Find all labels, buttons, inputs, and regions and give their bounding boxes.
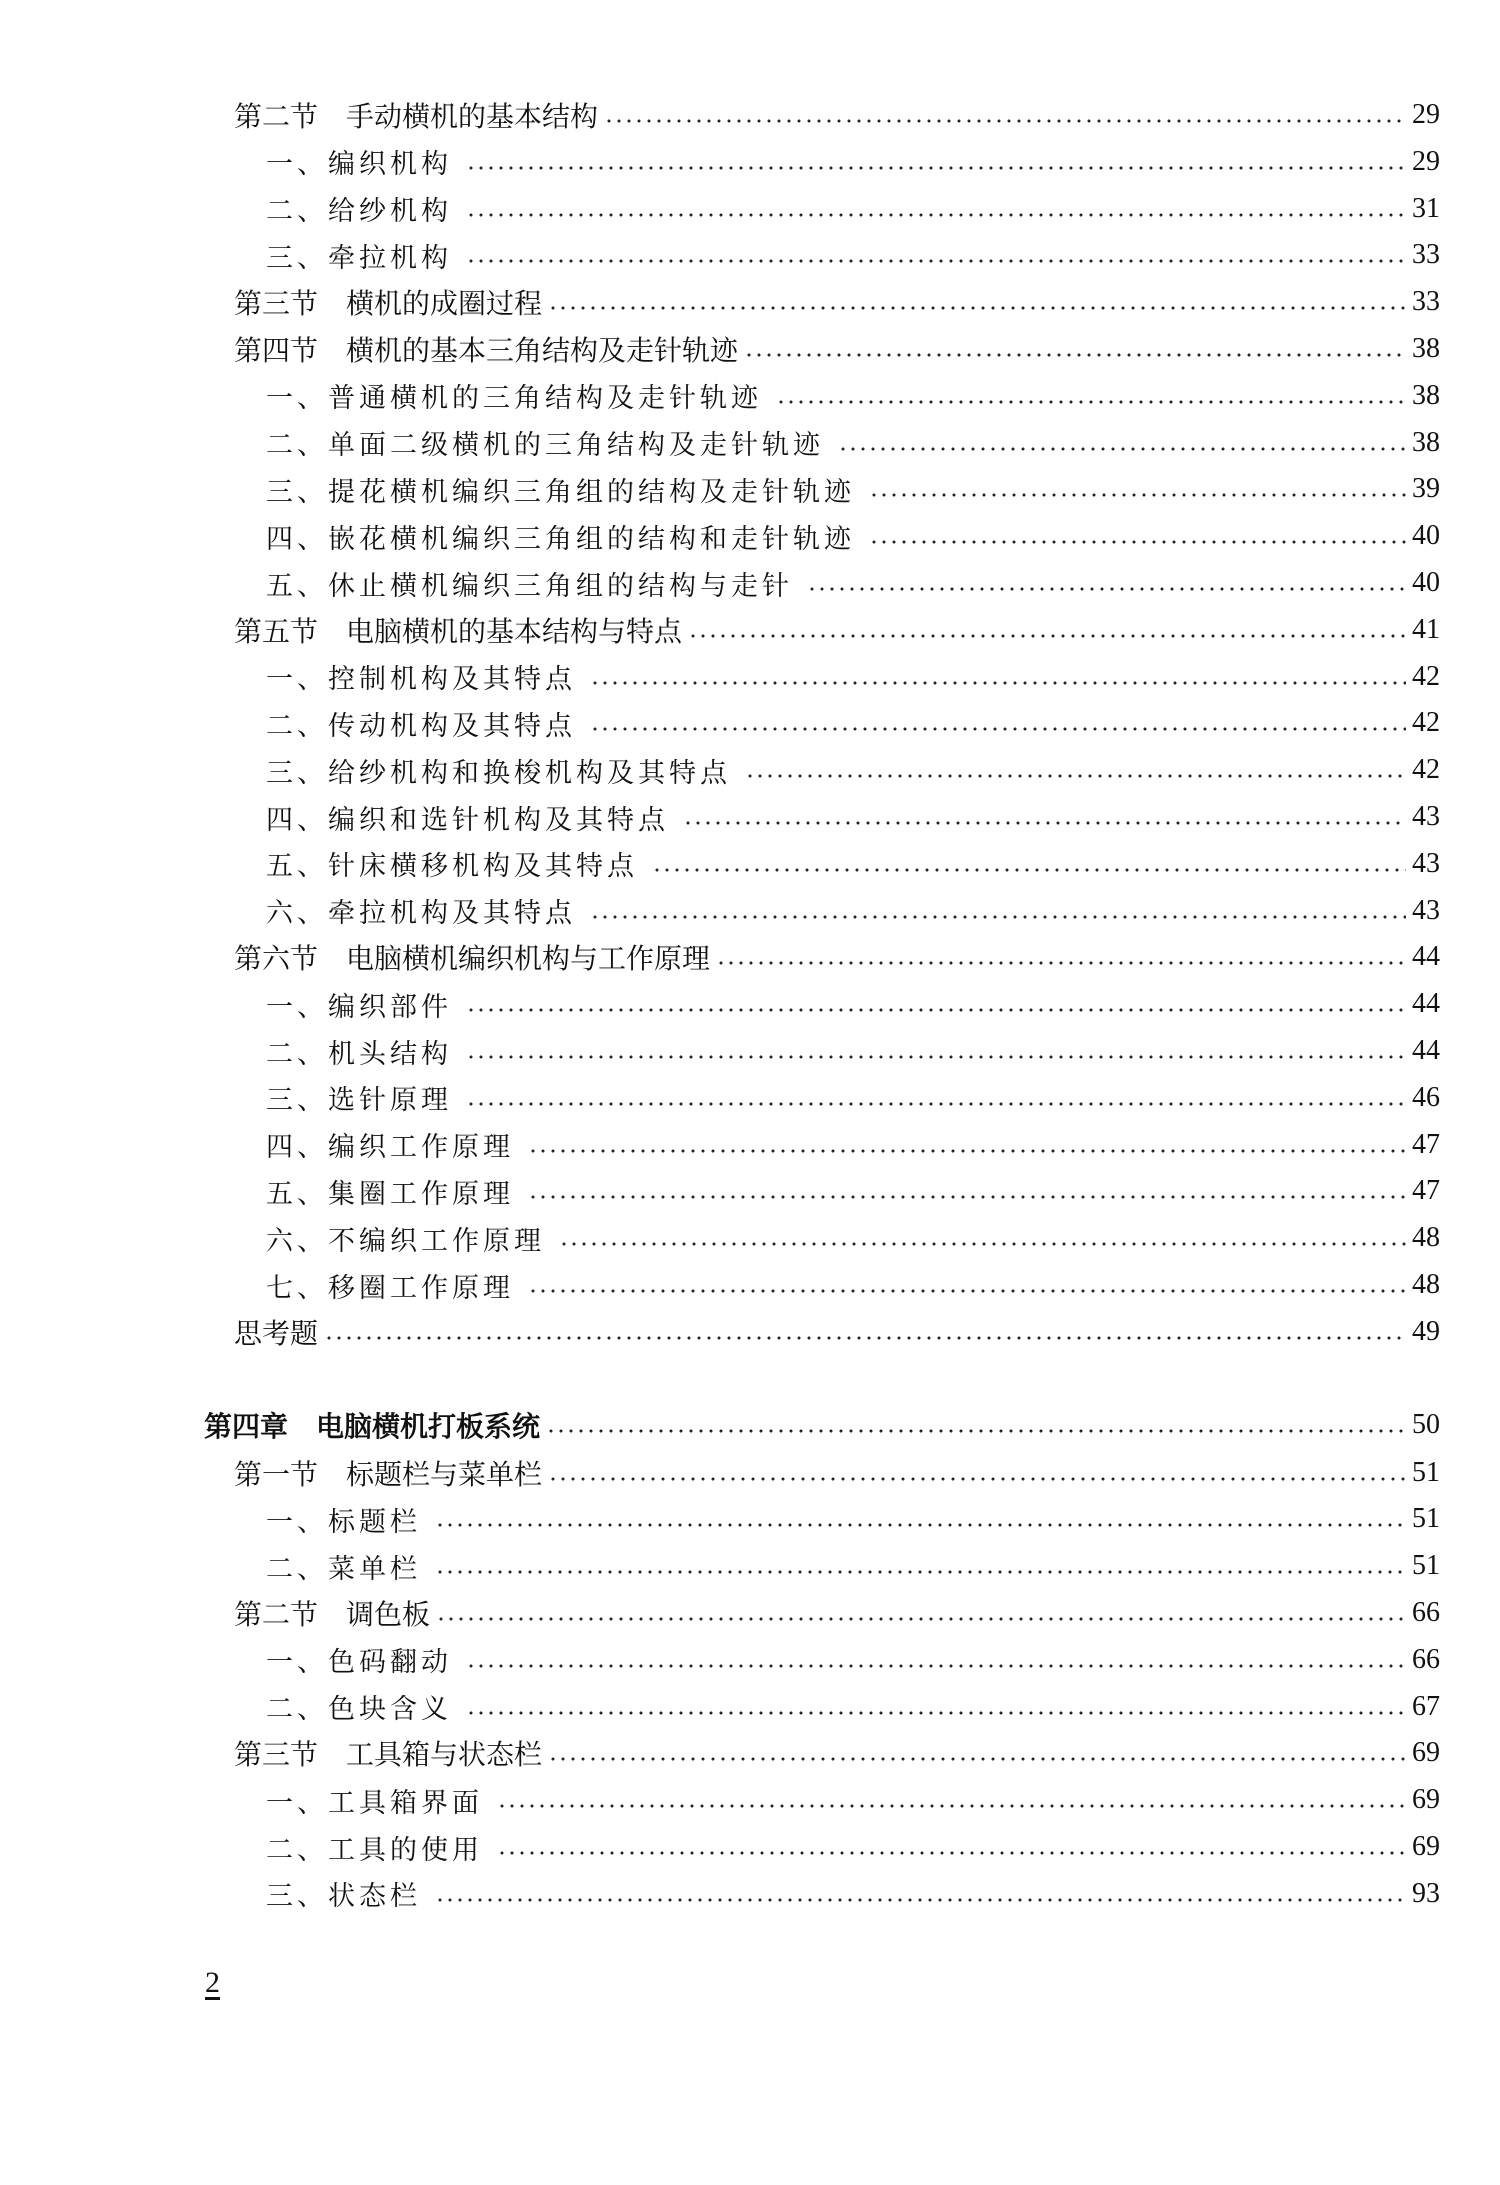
- toc-entry-title: 四、编织工作原理: [266, 1132, 514, 1164]
- dot-leader: [652, 867, 1406, 873]
- dot-leader: [838, 446, 1406, 452]
- toc-page-number: 51: [1412, 1550, 1440, 1582]
- toc-page-number: 33: [1412, 286, 1440, 318]
- toc-section: [234, 1453, 1440, 1493]
- toc-entry-title: 手动横机的基本结构: [346, 100, 599, 133]
- toc-entry-number: 第六节: [234, 942, 319, 976]
- toc-page-number: 44: [1412, 1035, 1440, 1066]
- toc-page-number: 29: [1412, 99, 1440, 130]
- toc-entry-number: 第三节: [234, 287, 319, 321]
- toc-page-number: 48: [1412, 1222, 1440, 1254]
- toc-entry-number: 第五节: [234, 614, 319, 648]
- dot-leader: [776, 399, 1406, 405]
- toc-page-number: 42: [1412, 754, 1440, 786]
- toc-page-number: 38: [1412, 333, 1440, 364]
- dot-leader: [466, 1101, 1406, 1107]
- toc-page-number: 44: [1412, 988, 1440, 1020]
- dot-leader: [559, 1241, 1406, 1247]
- toc-subsection: [266, 1499, 1440, 1539]
- toc-section: [234, 937, 1440, 977]
- dot-leader: [546, 1428, 1406, 1434]
- toc-entry-title: 电脑横机打板系统: [316, 1409, 541, 1443]
- dot-leader: [528, 1148, 1406, 1154]
- toc-subsection: [266, 1265, 1440, 1305]
- dot-leader: [807, 586, 1406, 592]
- toc-page-number: 44: [1412, 941, 1440, 973]
- toc-page-number: 67: [1412, 1690, 1440, 1722]
- toc-section: [234, 610, 1440, 650]
- dot-leader: [590, 726, 1406, 732]
- toc-page-number: 93: [1412, 1877, 1440, 1909]
- toc-entry-title: 三、给纱机构和换梭机构及其特点: [266, 757, 731, 789]
- dot-leader: [435, 1522, 1406, 1528]
- toc-section: [234, 1733, 1440, 1773]
- toc-page-number: 43: [1412, 847, 1440, 879]
- toc-chapter: [204, 1405, 1440, 1445]
- dot-leader: [604, 118, 1406, 124]
- toc-page-number: 33: [1412, 239, 1440, 271]
- dot-leader: [869, 492, 1406, 498]
- toc-entry-number: 第二节: [234, 100, 319, 133]
- dot-leader: [528, 1288, 1406, 1294]
- toc-page-number: 43: [1412, 801, 1440, 832]
- toc-subsection: [266, 469, 1440, 509]
- toc-page-number: 42: [1412, 660, 1440, 692]
- toc-subsection: [266, 1780, 1440, 1820]
- toc-entry-title: 横机的成圈过程: [346, 287, 543, 321]
- toc-section: [234, 329, 1440, 369]
- toc-subsection: [266, 189, 1440, 229]
- toc-entry-title: 四、嵌花横机编织三角组的结构和走针轨迹: [266, 523, 855, 555]
- toc-page-number: 50: [1412, 1408, 1440, 1440]
- toc-entry-number: 第四章: [204, 1409, 289, 1443]
- toc-subsection: [266, 563, 1440, 603]
- toc-subsection: [266, 142, 1440, 182]
- dot-leader: [466, 1710, 1406, 1716]
- toc-entry-title: 五、集圈工作原理: [266, 1178, 514, 1210]
- toc-subsection: [266, 1171, 1440, 1211]
- toc-page-number: 29: [1412, 145, 1440, 177]
- toc-subsection: [266, 750, 1440, 790]
- toc-page-number: 69: [1412, 1831, 1440, 1862]
- toc-entry-number: 第二节: [234, 1598, 319, 1631]
- toc-page-number: 46: [1412, 1081, 1440, 1113]
- toc-page-number: 66: [1412, 1643, 1440, 1675]
- toc-subsection: [266, 1078, 1440, 1118]
- dot-leader: [497, 1803, 1406, 1809]
- toc-entry-title: 三、牵拉机构: [266, 242, 452, 274]
- toc-entry-title: 横机的基本三角结构及走针轨迹: [346, 334, 739, 367]
- toc-page-number: 47: [1412, 1128, 1440, 1160]
- toc-page-number: 38: [1412, 426, 1440, 458]
- toc-page-number: 48: [1412, 1269, 1440, 1300]
- toc-page-number: 51: [1412, 1503, 1440, 1535]
- toc-entry-title: 工具箱与状态栏: [346, 1738, 543, 1772]
- toc-entry-title: 六、不编织工作原理: [266, 1225, 545, 1257]
- toc-entry-title: 一、色码翻动: [266, 1647, 452, 1679]
- toc-entry-title: 三、选针原理: [266, 1085, 452, 1117]
- toc-entry-title: 四、编织和选针机构及其特点: [266, 804, 669, 836]
- toc-entry-title: 电脑横机的基本结构与特点: [346, 614, 683, 648]
- toc-subsection: [266, 844, 1440, 884]
- toc-subsection: [266, 1687, 1440, 1727]
- toc-page-number: 40: [1412, 567, 1440, 598]
- dot-leader: [688, 633, 1406, 639]
- toc-entry-title: 一、编织机构: [266, 149, 452, 181]
- dot-leader: [324, 1335, 1406, 1341]
- page-number: 2: [205, 1966, 220, 1999]
- toc-page-number: 40: [1412, 520, 1440, 552]
- toc-subsection: [266, 1546, 1440, 1586]
- toc-entry-title: 一、普通横机的三角结构及走针轨迹: [266, 383, 762, 415]
- dot-leader: [497, 1850, 1406, 1856]
- toc-subsection: [266, 657, 1440, 697]
- dot-leader: [683, 820, 1406, 826]
- dot-leader: [744, 352, 1406, 358]
- toc-subsection: [266, 376, 1440, 416]
- toc-entry-title: 五、针床横移机构及其特点: [266, 851, 638, 883]
- toc-entry-number: 第一节: [234, 1457, 319, 1491]
- dot-leader: [435, 1569, 1406, 1575]
- dot-leader: [716, 960, 1406, 966]
- toc-entry-title: 标题栏与菜单栏: [346, 1457, 543, 1491]
- toc-entry-number: 第三节: [234, 1738, 319, 1772]
- toc-subsection: [266, 423, 1440, 463]
- toc-page-number: 69: [1412, 1784, 1440, 1816]
- toc-entry-title: 一、标题栏: [266, 1506, 421, 1538]
- toc-subsection: [266, 984, 1440, 1024]
- toc-subsection: [266, 1827, 1440, 1867]
- toc-subsection: [266, 1218, 1440, 1258]
- toc-entry-title: 二、菜单栏: [266, 1553, 421, 1585]
- toc-entry-title: 思考题: [234, 1316, 319, 1350]
- toc-entry-title: 二、工具的使用: [266, 1834, 483, 1866]
- dot-leader: [528, 1194, 1406, 1200]
- toc-subsection: [266, 703, 1440, 743]
- toc-subsection: [266, 797, 1440, 837]
- toc-entry-title: 七、移圈工作原理: [266, 1272, 514, 1304]
- toc-section: [234, 1593, 1440, 1633]
- toc-subsection: [266, 891, 1440, 931]
- toc-subsection: [266, 516, 1440, 556]
- toc-entry-title: 一、工具箱界面: [266, 1787, 483, 1819]
- dot-leader: [590, 914, 1406, 920]
- toc-subsection: [266, 235, 1440, 275]
- dot-leader: [466, 258, 1406, 264]
- toc-section: [234, 282, 1440, 322]
- toc-page-number: 42: [1412, 707, 1440, 739]
- dot-leader: [590, 680, 1406, 686]
- toc-subsection: [266, 1125, 1440, 1165]
- toc-entry-title: 五、休止横机编织三角组的结构与走针: [266, 570, 793, 602]
- dot-leader: [436, 1616, 1406, 1622]
- toc-page-number: 43: [1412, 894, 1440, 926]
- toc-entry-title: 二、机头结构: [266, 1038, 452, 1070]
- toc-page-number: 51: [1412, 1456, 1440, 1488]
- dot-leader: [466, 165, 1406, 171]
- dot-leader: [548, 1756, 1406, 1762]
- toc-subsection: [266, 1874, 1440, 1914]
- toc-entry-number: 第四节: [234, 334, 319, 367]
- toc-section: [234, 95, 1440, 135]
- dot-leader: [466, 1054, 1406, 1060]
- toc-page-number: 66: [1412, 1597, 1440, 1628]
- toc-entry-title: 二、给纱机构: [266, 196, 452, 228]
- dot-leader: [466, 212, 1406, 218]
- toc-page-number: 69: [1412, 1737, 1440, 1769]
- toc-entry-title: 一、控制机构及其特点: [266, 664, 576, 696]
- toc-entry-title: 三、提花横机编织三角组的结构及走针轨迹: [266, 476, 855, 508]
- dot-leader: [548, 305, 1406, 311]
- toc-entry-title: 一、编织部件: [266, 991, 452, 1023]
- dot-leader: [466, 1663, 1406, 1669]
- toc-page-number: 39: [1412, 473, 1440, 505]
- toc-entry-title: 三、状态栏: [266, 1881, 421, 1913]
- toc-subsection: [266, 1640, 1440, 1680]
- toc-entry-title: 二、传动机构及其特点: [266, 710, 576, 742]
- toc-entry-title: 二、单面二级横机的三角结构及走针轨迹: [266, 430, 824, 462]
- dot-leader: [745, 773, 1406, 779]
- dot-leader: [548, 1476, 1406, 1482]
- toc-page-number: 38: [1412, 379, 1440, 411]
- toc-page-number: 41: [1412, 613, 1440, 645]
- dot-leader: [435, 1897, 1406, 1903]
- toc-entry-title: 电脑横机编织机构与工作原理: [346, 942, 711, 976]
- toc-entry-title: 六、牵拉机构及其特点: [266, 898, 576, 930]
- toc-page-number: 47: [1412, 1175, 1440, 1207]
- toc-section: [234, 1312, 1440, 1352]
- toc-page-number: 31: [1412, 192, 1440, 224]
- toc-page-number: 49: [1412, 1315, 1440, 1347]
- dot-leader: [466, 1007, 1406, 1013]
- dot-leader: [869, 539, 1406, 545]
- toc-subsection: [266, 1031, 1440, 1071]
- toc-entry-title: 调色板: [346, 1598, 431, 1631]
- toc-entry-title: 二、色块含义: [266, 1694, 452, 1726]
